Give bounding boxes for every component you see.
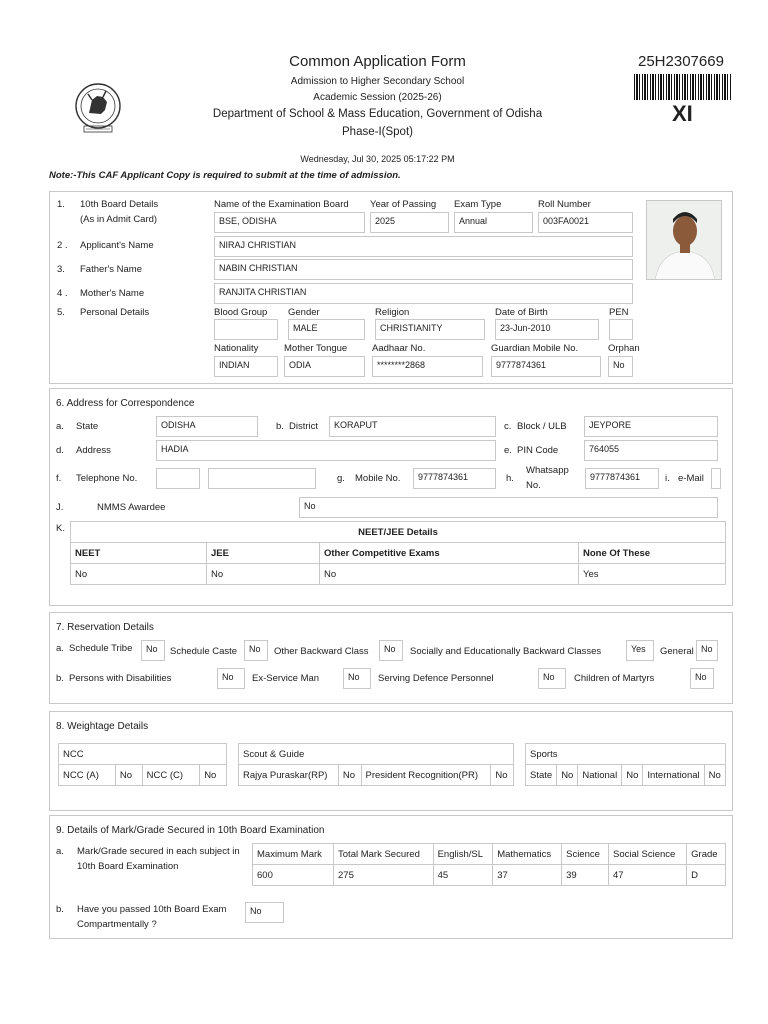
ncc-table [58,743,227,786]
obc-label: Other Backward Class [274,646,369,657]
phase-label: Phase-I(Spot) [342,126,413,138]
item-letter: a. [56,421,64,432]
social-science-header: Social Science [609,844,687,865]
ncc-a-label: NCC (A) [59,765,116,786]
ncc-a-value: No [115,765,142,786]
state-field: ODISHA [156,416,258,437]
email-label: e-Mail [678,473,704,484]
nationality-label: Nationality [214,343,259,354]
whatsapp-field: 9777874361 [585,468,659,489]
form-subtitle-session: Academic Session (2025-26) [313,92,442,103]
sports-national-value: No [622,765,643,786]
item-letter: b. [56,673,64,684]
scout-guide-table [238,743,514,786]
pin-code-label: PIN Code [517,445,559,456]
gender-label: Gender [288,307,320,318]
father-name-label: Father's Name [80,264,143,275]
ncc-title: NCC [59,744,227,765]
guardian-mobile-label: Guardian Mobile No. [491,343,579,354]
odisha-emblem-logo [72,80,124,138]
grade-header: Grade [687,844,726,865]
schedule-caste-label: Schedule Caste [170,646,238,657]
father-name-field: NABIN CHRISTIAN [214,259,633,280]
roll-number-label: Roll Number [538,199,591,210]
sebc-label: Socially and Educationally Backward Classes [410,646,602,657]
print-datetime: Wednesday, Jul 30, 2025 05:17:22 PM [300,154,455,164]
roll-number-field: 003FA0021 [538,212,633,233]
defence-personnel-label: Serving Defence Personnel [378,673,494,684]
applicant-name-label: Applicant's Name [80,240,154,251]
mother-name-label: Mother's Name [80,288,145,299]
jee-header: JEE [207,543,320,564]
general-field: No [696,640,718,661]
year-of-passing-label: Year of Passing [370,199,437,210]
neet-header: NEET [71,543,207,564]
row-number: 5. [57,307,65,318]
science-value: 39 [562,865,609,886]
max-mark-value: 600 [253,865,334,886]
ncc-c-label: NCC (C) [142,765,200,786]
nationality-field: INDIAN [214,356,278,377]
marks-table [252,843,726,886]
sports-title: Sports [526,744,726,765]
telephone-number-field [208,468,316,489]
president-recognition-value: No [491,765,514,786]
obc-field: No [379,640,403,661]
gender-field: MALE [288,319,365,340]
total-mark-header: Total Mark Secured [334,844,434,865]
board-details-sublabel: (As in Admit Card) [80,214,158,225]
guardian-mobile-field: 9777874361 [491,356,601,377]
whatsapp-label: Whatsapp [526,465,569,476]
blood-group-label: Blood Group [214,307,268,318]
blood-group-field [214,319,278,340]
nmms-label: NMMS Awardee [97,502,166,513]
dob-label: Date of Birth [495,307,548,318]
sports-international-label: International [643,765,704,786]
email-field [711,468,721,489]
general-label: General [660,646,694,657]
compartmental-sublabel: Compartmentally ? [77,919,157,930]
neet-value: No [71,564,207,585]
admission-note: Note:-This CAF Applicant Copy is required to submit at the time of admission. [49,170,401,181]
english-header: English/SL [433,844,493,865]
mobile-field: 9777874361 [413,468,496,489]
mathematics-value: 37 [493,865,562,886]
form-title: Common Application Form [289,53,466,70]
rajya-puraskar-value: No [338,765,361,786]
schedule-caste-field: No [244,640,268,661]
department-name: Department of School & Mass Education, Government of Odisha [212,108,543,120]
block-ulb-field: JEYPORE [584,416,718,437]
total-mark-value: 275 [334,865,434,886]
board-details-label: 10th Board Details [80,199,159,210]
science-header: Science [562,844,609,865]
marks-sublabel: 10th Board Examination [77,861,179,872]
application-number: 25H2307669 [638,53,724,70]
item-letter: b. [276,421,284,432]
martyrs-children-label: Children of Martyrs [574,673,655,684]
schedule-tribe-field: No [141,640,165,661]
telephone-label: Telephone No. [76,473,138,484]
applicant-photo [646,200,722,280]
item-letter: i. [665,473,670,484]
item-letter: c. [504,421,512,432]
sports-state-label: State [526,765,557,786]
mother-tongue-label: Mother Tongue [284,343,348,354]
address-field: HADIA [156,440,496,461]
year-of-passing-field: 2025 [370,212,449,233]
ncc-c-value: No [200,765,227,786]
neet-jee-title: NEET/JEE Details [71,522,726,543]
religion-field: CHRISTIANITY [375,319,485,340]
orphan-label: Orphan [608,343,640,354]
person-photo-icon [647,201,722,280]
religion-label: Religion [375,307,410,318]
nmms-field: No [299,497,718,518]
whatsapp-sublabel: No. [526,480,541,491]
none-header: None Of These [579,543,726,564]
president-recognition-label: President Recognition(PR) [361,765,491,786]
emblem-icon [72,80,124,138]
rajya-puraskar-label: Rajya Puraskar(RP) [239,765,339,786]
item-letter: b. [56,904,64,915]
state-label: State [76,421,99,432]
schedule-tribe-label: Schedule Tribe [69,643,133,654]
item-letter: g. [337,473,345,484]
form-subtitle-admission: Admission to Higher Secondary School [290,76,465,87]
max-mark-header: Maximum Mark [253,844,334,865]
address-label: Address [76,445,111,456]
item-letter: a. [56,643,64,654]
barcode [634,74,732,100]
ex-service-field: No [343,668,371,689]
exam-board-field: BSE, ODISHA [214,212,365,233]
pen-label: PEN [609,307,629,318]
personal-details-label: Personal Details [80,307,150,318]
row-number: 3. [57,264,65,275]
item-letter: e. [504,445,512,456]
item-letter: J. [56,502,64,513]
defence-personnel-field: No [538,668,566,689]
telephone-code-field [156,468,200,489]
other-exams-header: Other Competitive Exams [320,543,579,564]
row-number: 1. [57,199,65,210]
other-exams-value: No [320,564,579,585]
weightage-section-title: 8. Weightage Details [56,721,149,732]
district-field: KORAPUT [329,416,496,437]
jee-value: No [207,564,320,585]
mother-tongue-field: ODIA [284,356,365,377]
neet-jee-table [70,521,726,585]
reservation-section-title: 7. Reservation Details [56,622,154,633]
exam-type-label: Exam Type [454,199,502,210]
orphan-field: No [608,356,633,377]
item-letter: h. [506,473,514,484]
address-section-title: 6. Address for Correspondence [56,398,195,409]
pen-field [609,319,633,340]
sebc-field: Yes [626,640,654,661]
sports-international-value: No [704,765,725,786]
social-science-value: 47 [609,865,687,886]
pwd-field: No [217,668,245,689]
scout-title: Scout & Guide [239,744,514,765]
district-label: District [289,421,319,432]
block-ulb-label: Block / ULB [517,421,567,432]
class-label: XI [672,101,693,126]
pin-code-field: 764055 [584,440,718,461]
item-letter: a. [56,846,64,857]
marks-section-title: 9. Details of Mark/Grade Secured in 10th Board Examination [56,825,325,836]
compartmental-field: No [245,902,284,923]
item-letter: d. [56,445,64,456]
item-letter: K. [56,523,65,534]
mother-name-field: RANJITA CHRISTIAN [214,283,633,304]
row-number: 4 . [57,288,68,299]
aadhaar-field: ********2868 [372,356,483,377]
dob-field: 23-Jun-2010 [495,319,599,340]
mathematics-header: Mathematics [493,844,562,865]
item-letter: f. [56,473,62,484]
mobile-label: Mobile No. [355,473,401,484]
ex-service-label: Ex-Service Man [252,673,320,684]
applicant-name-field: NIRAJ CHRISTIAN [214,236,633,257]
english-value: 45 [433,865,493,886]
sports-state-value: No [557,765,578,786]
sports-national-label: National [578,765,622,786]
exam-board-label: Name of the Examination Board [214,199,349,210]
row-number: 2 . [57,240,68,251]
marks-label: Mark/Grade secured in each subject in [77,846,240,857]
exam-type-field: Annual [454,212,533,233]
pwd-label: Persons with Disabilities [69,673,172,684]
grade-value: D [687,865,726,886]
compartmental-label: Have you passed 10th Board Exam [77,904,227,915]
sports-table [525,743,726,786]
martyrs-children-field: No [690,668,714,689]
none-value: Yes [579,564,726,585]
aadhaar-label: Aadhaar No. [372,343,426,354]
